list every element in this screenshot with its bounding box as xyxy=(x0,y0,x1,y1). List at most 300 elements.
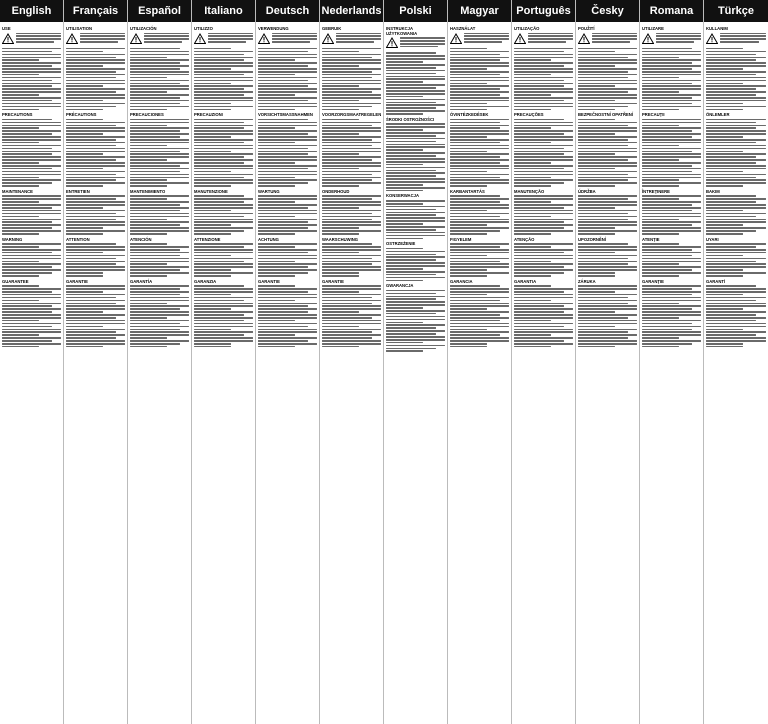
text-line xyxy=(2,300,39,302)
text-line xyxy=(130,221,189,223)
text-line xyxy=(642,162,701,164)
text-line xyxy=(194,294,231,296)
text-line xyxy=(578,97,637,99)
section-heading: MAINTENANCE xyxy=(2,188,33,194)
text-line xyxy=(258,288,317,290)
text-line xyxy=(66,294,125,296)
paragraph xyxy=(386,248,445,281)
text-line xyxy=(258,148,308,150)
paragraph xyxy=(258,195,317,234)
text-line xyxy=(66,343,125,345)
text-line xyxy=(2,216,39,218)
text-line xyxy=(578,179,628,181)
text-line xyxy=(450,233,487,235)
text-line xyxy=(706,165,766,167)
text-line xyxy=(2,100,52,102)
text-line xyxy=(130,334,189,336)
text-line xyxy=(2,323,61,325)
text-line xyxy=(194,300,244,302)
text-line xyxy=(450,119,509,121)
text-line xyxy=(642,130,692,132)
text-line xyxy=(194,305,253,307)
text-line xyxy=(194,195,244,197)
text-line xyxy=(130,230,189,232)
text-line xyxy=(706,233,743,235)
text-line xyxy=(578,165,637,167)
text-line xyxy=(706,326,766,328)
text-line xyxy=(130,329,180,331)
text-line xyxy=(514,300,551,302)
text-line xyxy=(66,230,125,232)
text-line xyxy=(514,130,573,132)
text-line xyxy=(258,221,308,223)
text-line xyxy=(194,85,253,87)
paragraph xyxy=(2,195,61,234)
text-line xyxy=(336,41,374,43)
text-line xyxy=(130,106,189,108)
language-column xyxy=(64,0,128,724)
text-line xyxy=(130,174,189,176)
paragraph xyxy=(66,285,125,347)
text-line xyxy=(258,272,308,274)
text-line xyxy=(514,97,573,99)
section-heading: ÚDRŽBA xyxy=(578,188,596,194)
text-line xyxy=(194,68,231,70)
text-line xyxy=(130,258,189,260)
text-line xyxy=(130,51,189,53)
text-line xyxy=(258,249,317,251)
text-line xyxy=(386,58,445,60)
text-line xyxy=(386,235,445,237)
text-line xyxy=(578,142,637,144)
paragraph xyxy=(322,119,381,187)
text-line xyxy=(386,322,423,324)
text-line xyxy=(642,320,701,322)
text-line xyxy=(642,54,701,56)
text-line xyxy=(578,91,628,93)
text-line xyxy=(706,179,766,181)
text-line xyxy=(322,165,381,167)
text-line xyxy=(578,346,615,348)
text-line xyxy=(642,97,692,99)
text-line xyxy=(450,62,509,64)
text-line xyxy=(706,127,756,129)
text-line xyxy=(258,331,317,333)
text-line xyxy=(194,156,244,158)
text-line xyxy=(450,48,487,50)
text-line xyxy=(642,100,701,102)
text-line xyxy=(386,73,436,75)
text-line xyxy=(130,182,189,184)
section-heading: ATTENTION xyxy=(66,236,90,242)
text-line xyxy=(450,219,509,221)
text-line xyxy=(642,177,701,179)
section-heading: UTILISATION xyxy=(66,26,92,31)
paragraph xyxy=(642,48,701,110)
text-line xyxy=(66,305,125,307)
text-line xyxy=(66,317,116,319)
text-line xyxy=(130,148,189,150)
text-line xyxy=(450,171,487,173)
section-heading: ÓVINTÉZKEDÉSEK xyxy=(450,112,489,118)
text-line xyxy=(706,224,743,226)
text-line xyxy=(386,268,423,270)
text-line xyxy=(194,171,231,173)
text-line xyxy=(514,59,551,61)
text-line xyxy=(514,204,573,206)
warning-block xyxy=(66,33,125,46)
paragraph xyxy=(386,123,445,191)
text-line xyxy=(2,314,61,316)
text-line xyxy=(450,249,509,251)
text-line xyxy=(130,224,180,226)
text-line xyxy=(386,212,445,214)
text-line xyxy=(130,139,189,141)
text-line xyxy=(194,159,253,161)
text-line xyxy=(2,269,61,271)
section-heading: WAARSCHUWING xyxy=(322,236,359,242)
text-line xyxy=(578,323,637,325)
text-line xyxy=(194,272,253,274)
text-line xyxy=(514,337,573,339)
language-header: Deutsch xyxy=(256,0,319,22)
text-line xyxy=(386,342,423,344)
text-line xyxy=(66,275,103,277)
text-line xyxy=(450,213,509,215)
text-line xyxy=(400,40,445,42)
text-line xyxy=(2,133,52,135)
text-line xyxy=(706,109,743,111)
text-line xyxy=(66,97,125,99)
text-line xyxy=(2,185,39,187)
text-line xyxy=(386,52,436,54)
text-line xyxy=(130,261,189,263)
text-line xyxy=(130,130,180,132)
warning-triangle-icon xyxy=(386,37,398,49)
text-line xyxy=(272,41,310,43)
text-line xyxy=(130,285,189,287)
text-line xyxy=(194,97,253,99)
text-line xyxy=(130,68,180,70)
warning-block xyxy=(2,33,61,46)
text-line xyxy=(194,249,253,251)
text-line xyxy=(322,243,372,245)
text-line xyxy=(194,263,253,265)
text-line xyxy=(450,162,500,164)
text-line xyxy=(642,179,679,181)
text-line xyxy=(66,185,103,187)
text-line xyxy=(706,266,766,268)
text-line xyxy=(514,77,573,79)
text-line xyxy=(66,68,125,70)
text-line xyxy=(66,329,125,331)
text-line xyxy=(642,174,701,176)
text-line xyxy=(578,85,615,87)
text-line xyxy=(258,258,317,260)
text-line xyxy=(194,308,231,310)
text-line xyxy=(642,127,701,129)
language-column xyxy=(640,0,704,724)
paragraph xyxy=(450,243,509,276)
text-line xyxy=(514,185,551,187)
section-heading: VOORZORGSMAATREGELEN xyxy=(322,112,382,118)
warning-block xyxy=(514,33,573,46)
text-line xyxy=(706,145,766,147)
text-line xyxy=(2,303,61,305)
section-heading: POUŽITÍ xyxy=(578,26,595,31)
text-line xyxy=(514,85,564,87)
text-line xyxy=(130,288,180,290)
text-line xyxy=(322,320,381,322)
text-line xyxy=(66,74,125,76)
text-line xyxy=(258,168,308,170)
text-line xyxy=(642,288,692,290)
text-line xyxy=(642,219,679,221)
text-line xyxy=(194,148,253,150)
text-line xyxy=(322,151,381,153)
paragraph xyxy=(130,119,189,187)
text-line xyxy=(578,122,637,124)
text-line xyxy=(450,148,509,150)
text-line xyxy=(386,158,445,160)
text-line xyxy=(514,294,573,296)
text-line xyxy=(322,308,381,310)
paragraph xyxy=(130,195,189,234)
text-line xyxy=(258,125,317,127)
text-line xyxy=(258,340,308,342)
language-column xyxy=(576,0,640,724)
text-line xyxy=(578,83,637,85)
text-line xyxy=(720,35,766,37)
text-line xyxy=(66,224,125,226)
text-line xyxy=(514,216,551,218)
language-header: Česky xyxy=(576,0,639,22)
text-line xyxy=(706,329,743,331)
text-line xyxy=(66,54,125,56)
text-line xyxy=(130,326,189,328)
text-line xyxy=(578,65,615,67)
text-line xyxy=(322,272,359,274)
text-line xyxy=(194,269,231,271)
text-line xyxy=(194,100,253,102)
text-line xyxy=(2,346,39,348)
text-line xyxy=(258,219,317,221)
text-line xyxy=(386,206,445,208)
paragraph xyxy=(322,285,381,347)
text-line xyxy=(194,182,253,184)
text-line xyxy=(514,246,551,248)
text-line xyxy=(258,275,295,277)
text-line xyxy=(706,133,766,135)
text-line xyxy=(66,156,125,158)
text-line xyxy=(642,261,701,263)
text-line xyxy=(194,252,253,254)
text-line xyxy=(322,100,359,102)
warning-block xyxy=(450,33,509,46)
text-line xyxy=(578,263,628,265)
text-line xyxy=(706,221,766,223)
paragraph xyxy=(450,195,509,234)
text-line xyxy=(322,252,359,254)
text-line xyxy=(2,153,52,155)
text-line xyxy=(400,37,445,39)
text-line xyxy=(130,97,180,99)
text-line xyxy=(66,204,125,206)
section-heading: GUARANTEE xyxy=(2,278,29,284)
text-line xyxy=(642,125,679,127)
text-line xyxy=(578,272,615,274)
warning-triangle-icon xyxy=(322,33,334,45)
paragraph xyxy=(578,48,637,110)
text-line xyxy=(720,38,766,40)
text-line xyxy=(66,151,125,153)
text-line xyxy=(258,145,317,147)
text-line xyxy=(322,258,372,260)
section-heading: ŚRODKI OSTROŻNOŚCI xyxy=(386,116,435,122)
text-line xyxy=(386,129,423,131)
text-line xyxy=(2,83,61,85)
text-line xyxy=(66,249,125,251)
text-line xyxy=(66,272,103,274)
text-line xyxy=(450,156,500,158)
text-line xyxy=(514,340,564,342)
text-line xyxy=(578,103,637,105)
text-line xyxy=(642,151,692,153)
text-line xyxy=(450,263,509,265)
text-line xyxy=(2,340,52,342)
text-line xyxy=(2,91,61,93)
section-heading: UTILIZARE xyxy=(642,26,664,31)
section-heading: GARANTİ xyxy=(706,278,726,284)
text-line xyxy=(322,343,381,345)
text-line xyxy=(514,106,573,108)
text-line xyxy=(322,204,381,206)
text-line xyxy=(258,162,295,164)
text-line xyxy=(194,125,253,127)
text-line xyxy=(514,323,573,325)
text-line xyxy=(706,54,756,56)
text-line xyxy=(706,255,743,257)
text-line xyxy=(706,48,743,50)
text-line xyxy=(66,159,116,161)
text-line xyxy=(194,224,231,226)
text-line xyxy=(642,334,701,336)
text-line xyxy=(706,171,743,173)
text-line xyxy=(706,314,756,316)
text-line xyxy=(194,204,253,206)
text-line xyxy=(706,246,756,248)
text-line xyxy=(144,41,182,43)
text-line xyxy=(450,285,500,287)
text-line xyxy=(386,70,445,72)
section-heading: UYARI xyxy=(706,236,719,242)
text-line xyxy=(322,174,372,176)
text-line xyxy=(706,151,743,153)
text-line xyxy=(642,340,701,342)
text-line xyxy=(194,285,244,287)
text-line xyxy=(194,54,244,56)
text-line xyxy=(144,35,189,37)
text-line xyxy=(194,142,244,144)
text-line xyxy=(66,65,103,67)
text-line xyxy=(2,171,61,173)
text-line xyxy=(642,337,679,339)
text-line xyxy=(258,329,317,331)
language-column xyxy=(448,0,512,724)
warning-triangle-icon xyxy=(514,33,526,45)
text-line xyxy=(194,320,244,322)
text-line xyxy=(258,198,317,200)
text-line xyxy=(194,122,244,124)
text-line xyxy=(258,308,317,310)
text-line xyxy=(642,266,701,268)
text-line xyxy=(706,275,743,277)
text-line xyxy=(514,308,573,310)
text-line xyxy=(706,204,766,206)
language-header: English xyxy=(0,0,63,22)
text-line xyxy=(258,100,308,102)
text-line xyxy=(194,216,244,218)
text-line xyxy=(514,329,573,331)
text-line xyxy=(386,330,445,332)
text-line xyxy=(514,314,573,316)
text-line xyxy=(258,252,308,254)
text-line xyxy=(144,38,189,40)
text-line xyxy=(322,159,372,161)
text-line xyxy=(66,62,125,64)
text-line xyxy=(578,136,637,138)
text-line xyxy=(258,269,317,271)
text-line xyxy=(386,313,436,315)
text-line xyxy=(706,303,766,305)
text-line xyxy=(386,319,445,321)
text-line xyxy=(450,145,509,147)
text-line xyxy=(514,145,573,147)
text-line xyxy=(2,326,52,328)
text-line xyxy=(2,162,39,164)
text-line xyxy=(130,153,189,155)
text-line xyxy=(578,207,615,209)
text-line xyxy=(130,171,180,173)
text-line xyxy=(2,103,61,105)
text-line xyxy=(194,168,253,170)
text-line xyxy=(194,210,231,212)
text-line xyxy=(130,85,189,87)
text-line xyxy=(706,320,756,322)
text-line xyxy=(130,311,189,313)
section-heading: GARANTÍA xyxy=(130,278,153,284)
section-heading: GARANTIA xyxy=(514,278,537,284)
text-line xyxy=(2,297,61,299)
text-line xyxy=(2,261,39,263)
text-line xyxy=(514,291,564,293)
text-line xyxy=(706,177,756,179)
text-line xyxy=(578,213,628,215)
text-line xyxy=(194,91,253,93)
text-line xyxy=(66,252,103,254)
text-line xyxy=(386,274,436,276)
text-line xyxy=(642,156,701,158)
text-line xyxy=(514,263,573,265)
text-line xyxy=(706,153,766,155)
text-line xyxy=(66,233,103,235)
text-line xyxy=(66,340,125,342)
warning-block xyxy=(642,33,701,46)
text-line xyxy=(706,83,743,85)
section-heading: UTILIZACIÓN xyxy=(130,26,157,31)
section-heading: MANUTENZIONE xyxy=(194,188,228,194)
text-line xyxy=(322,346,359,348)
